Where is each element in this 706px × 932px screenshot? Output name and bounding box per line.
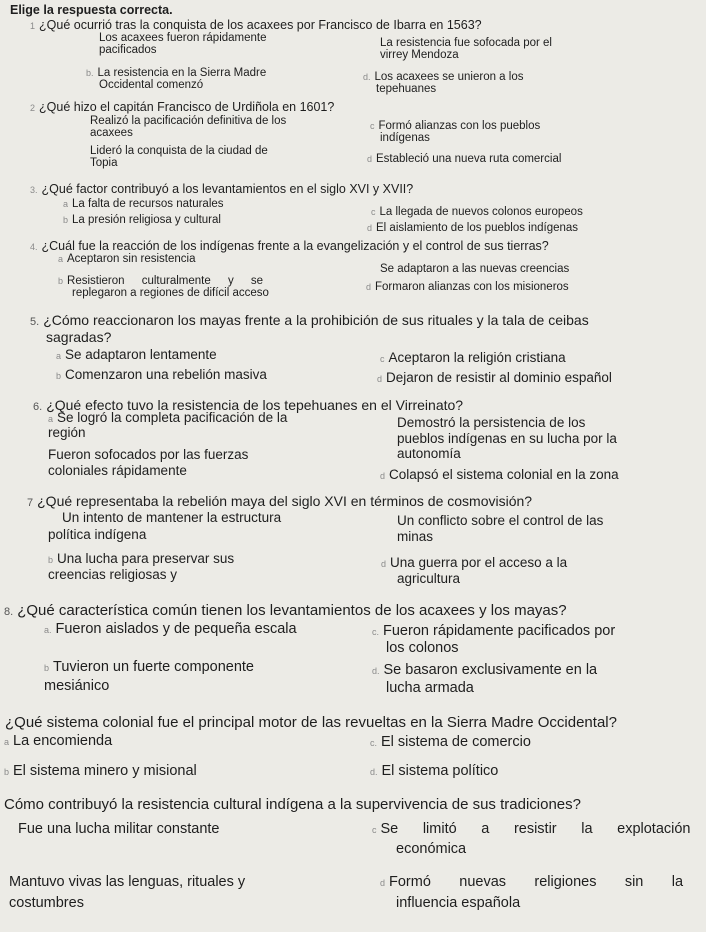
- question-number: 2: [30, 103, 36, 113]
- q2-option-d[interactable]: d Estableció una nueva ruta comercial: [367, 153, 562, 165]
- question-text: ¿Cómo reaccionaron los mayas frente a la prohibición de sus rituales y la tala de ceibas: [43, 312, 589, 328]
- q2-option-a-line2[interactable]: acaxees: [90, 127, 133, 139]
- question-7: [27, 494, 532, 510]
- q6-option-b-line1[interactable]: Fueron sofocados por las fuerzas: [48, 447, 249, 462]
- q1-option-d-line1[interactable]: d. Los acaxees se unieron a los: [363, 71, 524, 83]
- q5-option-a[interactable]: a Se adaptaron lentamente: [56, 347, 217, 362]
- q2-option-b-line1[interactable]: Lideró la conquista de la ciudad de: [90, 145, 268, 157]
- question-text: ¿Qué hizo el capitán Francisco de Urdiñola en 1601?: [39, 100, 335, 114]
- q2-option-a-line1[interactable]: Realizó la pacificación definitiva de los: [90, 115, 287, 127]
- question-number: 3.: [30, 185, 38, 195]
- question-number: 8.: [4, 606, 14, 618]
- q10-option-c-line2[interactable]: económica: [396, 841, 467, 857]
- q2-option-b-line2[interactable]: Topia: [90, 157, 118, 169]
- q4-option-b-line1[interactable]: b Resistieron culturalmente y se: [58, 275, 264, 287]
- q10-option-c-line1[interactable]: c Se limitó a resistir la explotación: [372, 821, 691, 837]
- q7-option-a-line1[interactable]: Un intento de mantener la estructura: [62, 510, 282, 525]
- q1-option-b-line2[interactable]: Occidental comenzó: [99, 79, 204, 91]
- q9-option-b[interactable]: b El sistema minero y misional: [4, 763, 197, 779]
- question-4: [30, 240, 549, 253]
- q9-option-d[interactable]: d. El sistema político: [370, 763, 499, 779]
- q10-option-d-line1[interactable]: d Formó nuevas religiones sin la: [380, 874, 684, 890]
- q10-option-b-line1[interactable]: Mantuvo vivas las lenguas, rituales y: [9, 874, 246, 890]
- q8-option-b-line1[interactable]: b Tuvieron un fuerte componente: [44, 659, 254, 675]
- q10-option-a[interactable]: Fue una lucha militar constante: [18, 821, 220, 837]
- question-number: 1: [30, 21, 36, 31]
- q7-option-d-line2[interactable]: agricultura: [397, 571, 461, 586]
- q7-option-b-line2[interactable]: creencias religiosas y: [48, 567, 178, 582]
- q7-option-c-line2[interactable]: minas: [397, 529, 434, 544]
- q4-option-c[interactable]: Se adaptaron a las nuevas creencias: [380, 263, 570, 275]
- q2-option-c-line1[interactable]: c Formó alianzas con los pueblos: [370, 120, 541, 132]
- question-text: ¿Qué factor contribuyó a los levantamientos en el siglo XVI y XVII?: [41, 182, 414, 196]
- q6-option-d[interactable]: d Colapsó el sistema colonial en la zona: [380, 467, 619, 482]
- question-9: ¿Qué sistema colonial fue el principal motor de las revueltas en la Sierra Madre Occidental?: [5, 714, 617, 731]
- q8-option-c-line1[interactable]: c. Fueron rápidamente pacificados por: [372, 623, 616, 639]
- q1-option-c-line2[interactable]: virrey Mendoza: [380, 49, 459, 61]
- q9-option-c[interactable]: c. El sistema de comercio: [370, 734, 531, 750]
- instructions-heading: Elige la respuesta correcta.: [10, 3, 173, 17]
- q8-option-a[interactable]: a. Fueron aislados y de pequeña escala: [44, 621, 297, 637]
- question-5-line2: sagradas?: [46, 329, 112, 345]
- q1-option-a-line1[interactable]: Los acaxees fueron rápidamente: [99, 32, 267, 44]
- q6-option-c-line3[interactable]: autonomía: [397, 446, 461, 461]
- question-number: 4.: [30, 242, 38, 252]
- q7-option-d-line1[interactable]: d Una guerra por el acceso a la: [381, 555, 568, 570]
- question-text: ¿Qué efecto tuvo la resistencia de los tepehuanes en el Virreinato?: [46, 397, 464, 413]
- q5-option-c[interactable]: c Aceptaron la religión cristiana: [380, 350, 566, 365]
- q5-option-b[interactable]: b Comenzaron una rebelión masiva: [56, 367, 267, 382]
- q4-option-b-line2[interactable]: replegaron a regiones de difícil acceso: [72, 287, 269, 299]
- q4-option-d[interactable]: d Formaron alianzas con los misioneros: [366, 281, 569, 293]
- q8-option-d-line1[interactable]: d. Se basaron exclusivamente en la: [372, 662, 598, 678]
- q4-option-a[interactable]: a Aceptaron sin resistencia: [58, 253, 196, 265]
- question-10: Cómo contribuyó la resistencia cultural indígena a la supervivencia de sus tradiciones?: [4, 796, 581, 813]
- q2-option-c-line2[interactable]: indígenas: [380, 132, 430, 144]
- q1-option-d-line2[interactable]: tepehuanes: [376, 83, 437, 95]
- q7-option-b-line1[interactable]: b Una lucha para preservar sus: [48, 551, 235, 566]
- q3-option-d[interactable]: d El aislamiento de los pueblos indígenas: [367, 222, 579, 234]
- q6-option-a-line2[interactable]: región: [48, 425, 86, 440]
- q7-option-c-line1[interactable]: Un conflicto sobre el control de las: [397, 513, 604, 528]
- question-8: [4, 603, 567, 619]
- question-5-line1: [30, 313, 589, 329]
- q1-option-b-line1[interactable]: b. La resistencia en la Sierra Madre: [86, 67, 267, 79]
- question-3: [30, 183, 413, 196]
- q6-option-a-line1[interactable]: a Se logró la completa pacificación de la: [48, 410, 288, 425]
- question-text: ¿Qué representaba la rebelión maya del siglo XVI en términos de cosmovisión?: [37, 493, 533, 509]
- q10-option-d-line2[interactable]: influencia española: [396, 895, 521, 911]
- q8-option-c-line2[interactable]: los colonos: [386, 640, 459, 656]
- question-text: ¿Qué ocurrió tras la conquista de los acaxees por Francisco de Ibarra en 1563?: [39, 18, 482, 32]
- q3-option-a[interactable]: a La falta de recursos naturales: [63, 198, 224, 210]
- question-number: 5.: [30, 316, 40, 328]
- question-text: ¿Cuál fue la reacción de los indígenas frente a la evangelización y el control de sus tierras?: [41, 239, 549, 253]
- q1-option-c-line1[interactable]: La resistencia fue sofocada por el: [380, 37, 552, 49]
- q3-option-b[interactable]: b La presión religiosa y cultural: [63, 214, 221, 226]
- q7-option-a-line2[interactable]: política indígena: [48, 527, 147, 542]
- question-text: ¿Qué característica común tienen los levantamientos de los acaxees y los mayas?: [17, 602, 567, 619]
- q8-option-d-line2[interactable]: lucha armada: [386, 680, 474, 696]
- q3-option-c[interactable]: c La llegada de nuevos colonos europeos: [371, 206, 583, 218]
- question-number: 6.: [33, 401, 43, 413]
- question-1: [30, 19, 482, 32]
- question-2: [30, 101, 334, 114]
- q6-option-c-line1[interactable]: Demostró la persistencia de los: [397, 415, 586, 430]
- q10-option-b-line2[interactable]: costumbres: [9, 895, 84, 911]
- question-number: 7: [27, 497, 34, 509]
- q8-option-b-line2[interactable]: mesiánico: [44, 678, 110, 694]
- q1-option-a-line2[interactable]: pacificados: [99, 44, 157, 56]
- q6-option-c-line2[interactable]: pueblos indígenas en su lucha por la: [397, 431, 617, 446]
- q5-option-d[interactable]: d Dejaron de resistir al dominio español: [377, 370, 612, 385]
- q6-option-b-line2[interactable]: coloniales rápidamente: [48, 463, 187, 478]
- q9-option-a[interactable]: a La encomienda: [4, 733, 113, 749]
